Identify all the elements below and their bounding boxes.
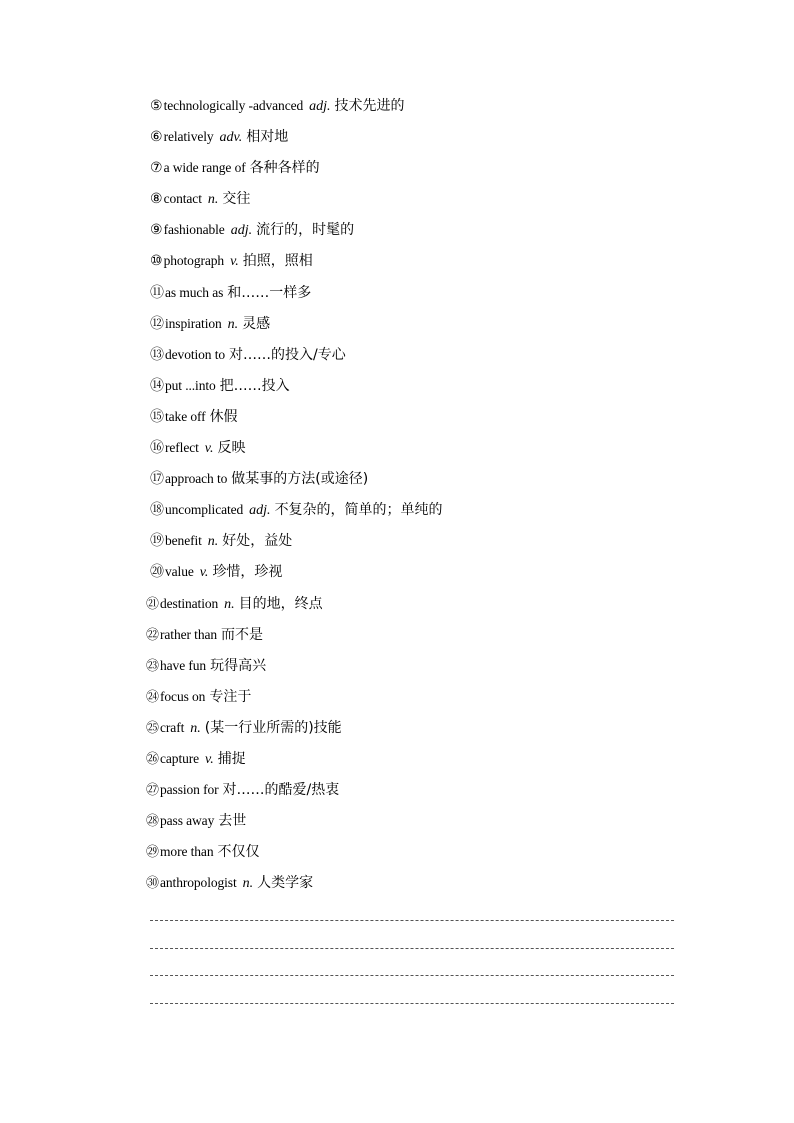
- item-term: uncomplicated: [165, 502, 244, 518]
- vocab-item: [150, 467, 710, 498]
- vocab-item: [150, 374, 710, 405]
- vocab-item: [146, 623, 710, 654]
- vocab-item: [150, 94, 710, 125]
- vocab-item: [146, 747, 710, 778]
- item-term: approach to: [165, 471, 228, 487]
- item-meaning: 去世: [218, 813, 247, 830]
- dashed-line: [150, 975, 674, 976]
- item-meaning: 专注于: [209, 688, 252, 705]
- item-number: ⑯: [150, 441, 164, 457]
- vocab-item: [150, 436, 710, 467]
- item-meaning: 交往: [222, 191, 251, 208]
- item-number: ⑳: [150, 565, 164, 581]
- item-term: craft: [160, 719, 185, 735]
- item-meaning: 好处，益处: [222, 533, 293, 550]
- vocab-item: [150, 218, 710, 249]
- dashed-line: [150, 1003, 674, 1004]
- item-part-of-speech: n.: [224, 596, 235, 612]
- item-number: ㉖: [146, 751, 160, 767]
- item-term: reflect: [165, 440, 199, 456]
- item-part-of-speech: adj.: [230, 223, 253, 239]
- item-number: ㉕: [146, 720, 160, 736]
- item-number: ⑪: [150, 285, 164, 301]
- item-number: ⑮: [150, 409, 164, 425]
- vocab-item: [150, 187, 710, 218]
- item-part-of-speech: n.: [207, 192, 219, 208]
- item-meaning: 捕捉: [217, 750, 246, 767]
- item-term: passion for: [160, 782, 219, 798]
- item-number: ⑤: [150, 99, 163, 114]
- item-part-of-speech: v.: [204, 441, 214, 457]
- item-meaning: (某一行业所需的)技能: [204, 719, 342, 736]
- item-part-of-speech: adj.: [249, 503, 271, 519]
- item-meaning: 休假: [209, 408, 238, 425]
- vocab-item: [150, 249, 710, 280]
- item-meaning: 和……一样多: [227, 284, 312, 301]
- item-term: contact: [163, 191, 202, 207]
- item-meaning: 目的地，终点: [238, 595, 323, 612]
- vocab-item: [150, 281, 710, 312]
- vocab-item: [146, 778, 710, 809]
- item-meaning: 各种各样的: [249, 160, 320, 177]
- item-term: fashionable: [163, 222, 225, 238]
- vocab-item: [150, 312, 710, 343]
- item-number: ⑩: [150, 254, 163, 270]
- item-meaning: 拍照，照相: [242, 253, 313, 270]
- item-part-of-speech: v.: [205, 751, 214, 767]
- item-term: more than: [160, 844, 214, 860]
- item-meaning: 对……的酷爱/热衷: [222, 782, 340, 799]
- item-meaning: 珍惜，珍视: [212, 564, 283, 581]
- item-term: have fun: [160, 657, 207, 673]
- item-part-of-speech: v.: [199, 565, 209, 581]
- item-term: put ...into: [165, 377, 216, 393]
- vocab-item: [150, 343, 710, 374]
- vocab-item: [146, 654, 710, 685]
- vocab-item: [150, 156, 710, 187]
- item-term: pass away: [160, 813, 215, 829]
- item-meaning: 人类学家: [257, 875, 314, 892]
- item-term: relatively: [163, 129, 214, 145]
- item-meaning: 反映: [217, 440, 246, 457]
- item-part-of-speech: v.: [230, 254, 239, 270]
- answer-lines: [150, 920, 674, 1030]
- item-number: ⑲: [150, 534, 164, 550]
- item-term: anthropologist: [160, 875, 237, 891]
- item-number: ㉔: [146, 689, 160, 705]
- item-term: inspiration: [165, 315, 222, 331]
- item-meaning: 对……的投入/专心: [229, 346, 346, 363]
- item-meaning: 技术先进的: [334, 98, 405, 114]
- item-term: benefit: [165, 533, 202, 549]
- vocab-item: [150, 405, 710, 436]
- vocab-item: [150, 125, 710, 156]
- item-meaning: 做某事的方法(或途径): [231, 471, 369, 488]
- item-number: ⑥: [150, 130, 163, 146]
- item-number: ㉘: [146, 814, 160, 830]
- item-term: focus on: [160, 688, 206, 704]
- item-number: ㉚: [146, 876, 160, 892]
- item-part-of-speech: n.: [190, 720, 201, 736]
- vocab-item: [146, 809, 710, 840]
- item-term: photograph: [163, 253, 225, 269]
- item-term: rather than: [160, 626, 218, 642]
- item-number: ㉑: [146, 596, 160, 612]
- vocab-item: [146, 592, 710, 623]
- item-meaning: 流行的，时髦的: [256, 222, 355, 239]
- item-meaning: 相对地: [246, 129, 289, 146]
- item-term: destination: [160, 595, 219, 611]
- item-term: capture: [160, 750, 200, 766]
- item-number: ⑰: [150, 472, 164, 488]
- item-term: as much as: [165, 284, 224, 300]
- item-meaning: 而不是: [221, 626, 264, 643]
- item-meaning: 把……投入: [219, 377, 290, 394]
- item-number: ⑭: [150, 378, 164, 394]
- dashed-line: [150, 948, 674, 949]
- item-number: ⑨: [150, 223, 163, 239]
- item-number: ⑦: [150, 161, 163, 177]
- vocab-item: [150, 560, 710, 591]
- item-number: ⑬: [150, 347, 164, 363]
- item-part-of-speech: adj.: [309, 99, 331, 114]
- item-part-of-speech: n.: [242, 876, 254, 892]
- item-number: ⑱: [150, 503, 164, 519]
- item-meaning: 灵感: [242, 315, 271, 332]
- item-number: ㉗: [146, 783, 160, 799]
- vocab-item: [146, 685, 710, 716]
- item-meaning: 玩得高兴: [210, 657, 267, 674]
- item-meaning: 不仅仅: [217, 844, 260, 861]
- vocabulary-list: [146, 94, 710, 902]
- item-part-of-speech: n.: [227, 316, 239, 332]
- vocab-item: [146, 871, 710, 902]
- item-number: ㉒: [146, 627, 160, 643]
- item-term: value: [165, 564, 194, 580]
- item-term: technologically -advanced: [163, 98, 304, 113]
- item-number: ⑧: [150, 192, 163, 208]
- item-meaning: 不复杂的，简单的；单纯的: [274, 502, 443, 519]
- vocab-item: [150, 529, 710, 560]
- item-number: ⑫: [150, 316, 164, 332]
- dashed-line: [150, 920, 674, 921]
- item-term: devotion to: [165, 346, 226, 362]
- item-term: take off: [165, 408, 206, 424]
- vocab-item: [146, 716, 710, 747]
- vocab-item: [146, 840, 710, 871]
- item-term: a wide range of: [163, 160, 246, 176]
- item-number: ㉓: [146, 658, 160, 674]
- item-part-of-speech: adv.: [219, 130, 243, 146]
- vocab-item: [150, 498, 710, 529]
- item-number: ㉙: [146, 845, 160, 861]
- item-part-of-speech: n.: [207, 534, 219, 550]
